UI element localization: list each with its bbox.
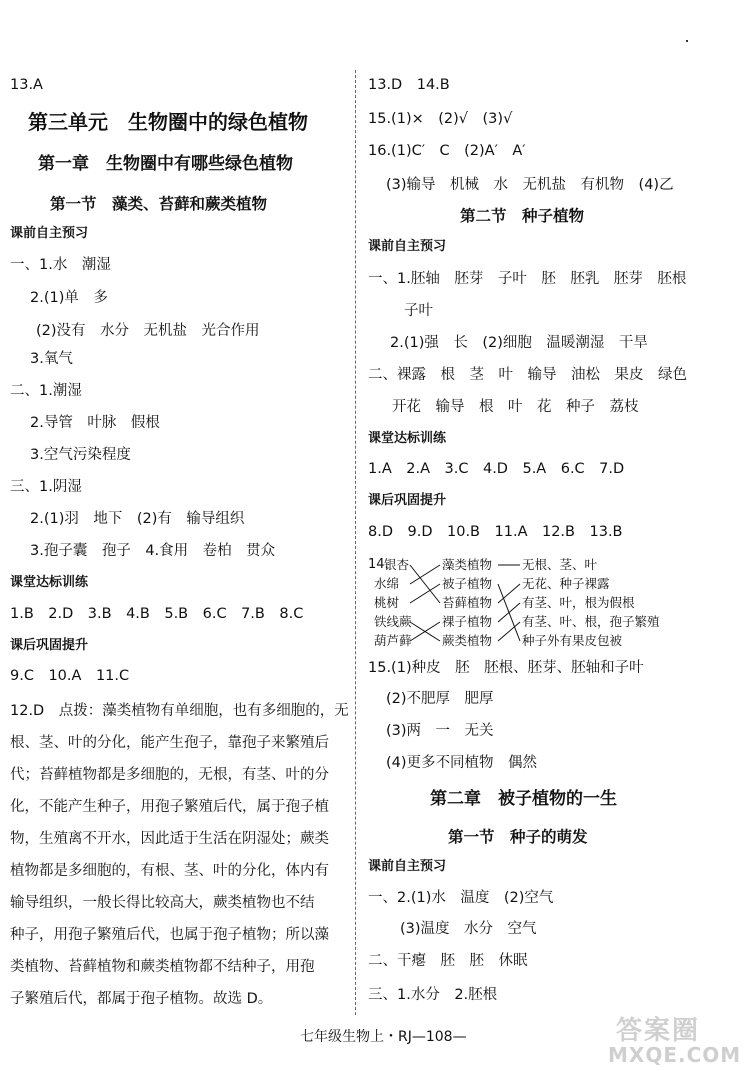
section-title: 第一节 种子的萌发 xyxy=(448,828,588,846)
match-left-item: 铁线蕨 xyxy=(374,614,412,629)
section-label: 课后巩固提升 xyxy=(368,493,447,508)
section-label: 课前自主预习 xyxy=(368,859,447,874)
unit-title: 第三单元 生物圈中的绿色植物 xyxy=(28,110,308,134)
question-number: 14. xyxy=(368,557,389,572)
match-left-item: 银杏 xyxy=(384,557,410,572)
match-line xyxy=(410,584,440,603)
answer-line: 2.导管 叶脉 假根 xyxy=(30,415,160,431)
answer-line: 三、1.阴湿 xyxy=(10,479,82,495)
match-line xyxy=(410,565,440,603)
corner-mark xyxy=(686,40,688,42)
page-footer: 七年级生物上・RJ—108— xyxy=(300,1029,467,1045)
explanation-line: 植物都是多细胞的，有根、茎、叶的分化，体内有 xyxy=(10,863,329,879)
answer-line: 3.孢子囊 孢子 4.食用 卷柏 贯众 xyxy=(30,543,276,559)
match-mid-item: 苔藓植物 xyxy=(442,595,493,610)
answer-line: 2.(1)羽 地下 (2)有 输导组织 xyxy=(30,511,245,527)
section-label: 课后巩固提升 xyxy=(10,638,89,653)
explanation-line: 子繁殖后代，都属于孢子植物。故选 D。 xyxy=(10,991,273,1007)
answer-line: 一、2.(1)水 温度 (2)空气 xyxy=(368,890,554,906)
answer-line: 3.氧气 xyxy=(30,351,73,367)
match-mid-item: 蕨类植物 xyxy=(442,633,493,648)
answer-line: 8.D 9.D 10.B 11.A 12.B 13.B xyxy=(368,524,623,540)
chapter-title: 第一章 生物圈中有哪些绿色植物 xyxy=(38,154,293,174)
section-label: 课堂达标训练 xyxy=(10,575,89,590)
match-left-item: 桃树 xyxy=(374,595,400,610)
chapter-title: 第二章 被子植物的一生 xyxy=(430,789,617,809)
section-label: 课前自主预习 xyxy=(10,226,89,241)
explanation-line: 12.D 点拨：藻类植物有单细胞，也有多细胞的，无 xyxy=(10,703,349,719)
answer-line: (2)没有 水分 无机盐 光合作用 xyxy=(36,323,260,339)
section-label: 课前自主预习 xyxy=(368,239,447,254)
explanation-line: 类植物、苔藓植物和蕨类植物都不结种子，用孢 xyxy=(10,959,315,975)
match-right-item: 无花、种子裸露 xyxy=(522,576,610,591)
answer-line: 15.(1)种皮 胚 胚根、胚芽、胚轴和子叶 xyxy=(368,660,644,676)
answer-line: 16.(1)C′ C (2)A′ A′ xyxy=(368,143,526,159)
answer-line: 13.D 14.B xyxy=(368,77,450,93)
answer-line: (2)不肥厚 肥厚 xyxy=(386,691,494,707)
answer-line: 13.A xyxy=(10,77,43,93)
match-mid-item: 被子植物 xyxy=(442,576,493,591)
match-left-item: 水绵 xyxy=(374,576,400,591)
answer-line: (3)温度 水分 空气 xyxy=(400,921,537,937)
answer-line: 2.(1)单 多 xyxy=(30,290,108,306)
section-title: 第二节 种子植物 xyxy=(460,207,585,225)
answer-line: 二、1.潮湿 xyxy=(10,383,82,399)
explanation-line: 代；苔藓植物都是多细胞的，无根，有茎、叶的分 xyxy=(10,767,329,783)
match-right-item: 种子外有果皮包被 xyxy=(522,633,623,648)
watermark-logo xyxy=(608,1010,743,1068)
answer-line: 子叶 xyxy=(404,303,433,319)
matching-lines xyxy=(360,552,540,652)
answer-line: 二、裸露 根 茎 叶 输导 油松 果皮 绿色 xyxy=(368,367,687,383)
answer-line: 开花 输导 根 叶 花 种子 荔枝 xyxy=(392,399,639,415)
answer-line: 15.(1)× (2)√ (3)√ xyxy=(368,111,513,127)
match-line xyxy=(498,603,520,622)
answer-line: 1.A 2.A 3.C 4.D 5.A 6.C 7.D xyxy=(368,461,625,477)
explanation-line: 化，不能产生种子，用孢子繁殖后代，属于孢子植 xyxy=(10,799,329,815)
explanation-line: 根、茎、叶的分化，能产生孢子，靠孢子来繁殖后 xyxy=(10,735,329,751)
explanation-line: 输导组织，一般长得比较高大，蕨类植物也不结 xyxy=(10,895,315,911)
match-mid-item: 裸子植物 xyxy=(442,614,493,629)
explanation-line: 物，生殖离不开水，因此适于生活在阴湿处；蕨类 xyxy=(10,831,329,847)
answer-line: (3)输导 机械 水 无机盐 有机物 (4)乙 xyxy=(386,177,674,193)
answer-line: 3.空气污染程度 xyxy=(30,447,131,463)
answer-line: 1.B 2.D 3.B 4.B 5.B 6.C 7.B 8.C xyxy=(10,606,304,622)
match-mid-item: 藻类植物 xyxy=(442,557,493,572)
match-line xyxy=(410,565,440,584)
answer-line: 9.C 10.A 11.C xyxy=(10,668,130,684)
section-label: 课堂达标训练 xyxy=(368,431,447,446)
answer-line: 一、1.水 潮湿 xyxy=(10,257,111,273)
answer-line: 三、1.水分 2.胚根 xyxy=(368,987,498,1003)
match-right-item: 有茎、叶、根，孢子繁殖 xyxy=(522,614,660,629)
answer-line: 2.(1)强 长 (2)细胞 温暖潮湿 干旱 xyxy=(390,335,648,351)
column-divider xyxy=(355,70,356,1015)
answer-line: (4)更多不同植物 偶然 xyxy=(386,755,538,771)
match-right-item: 有茎、叶，根为假根 xyxy=(522,595,635,610)
answer-line: 一、1.胚轴 胚芽 子叶 胚 胚乳 胚芽 胚根 xyxy=(368,271,687,287)
section-title: 第一节 藻类、苔藓和蕨类植物 xyxy=(50,195,268,213)
explanation-line: 种子，用孢子繁殖后代，也属于孢子植物；所以藻 xyxy=(10,927,329,943)
answer-line: 二、干瘪 胚 胚 休眠 xyxy=(368,953,528,969)
watermark-url: MXQE.COM xyxy=(608,1043,742,1067)
match-right-item: 无根、茎、叶 xyxy=(522,557,598,572)
answer-line: (3)两 一 无关 xyxy=(386,723,494,739)
match-left-item: 葫芦藓 xyxy=(374,633,412,648)
watermark-text: 答案圈 xyxy=(616,1016,701,1046)
